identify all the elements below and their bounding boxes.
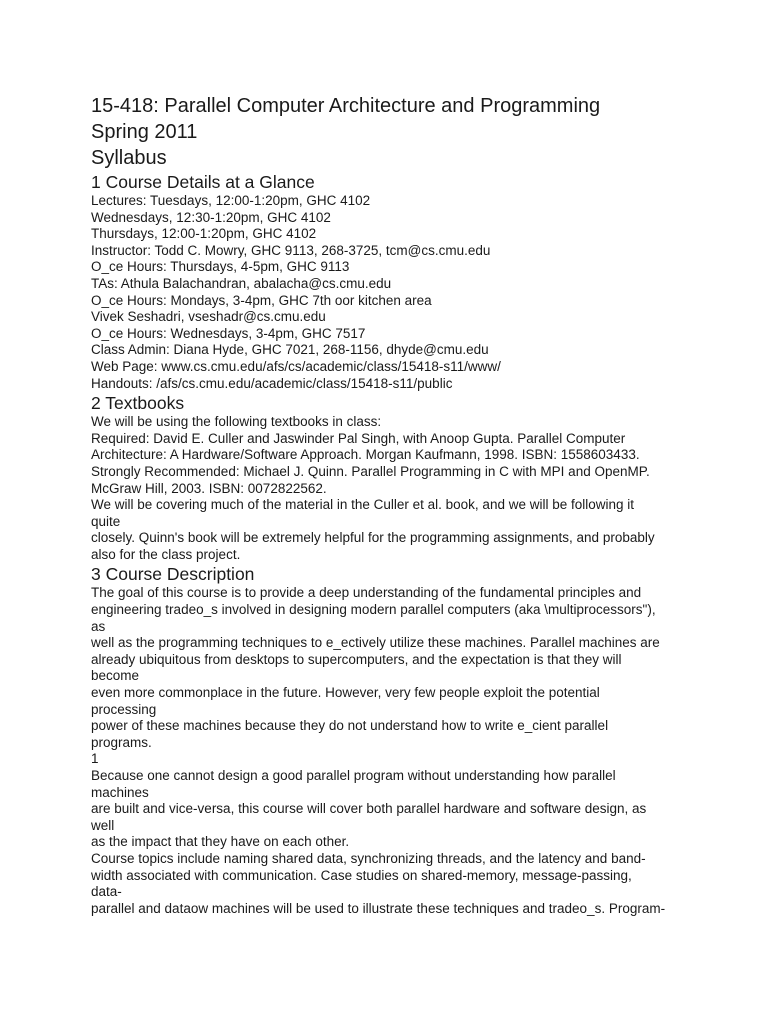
course-title: 15-418: Parallel Computer Architecture and Programming: [91, 95, 601, 117]
text-line: Required: David E. Culler and Jaswinder Pal Singh, with Anoop Gupta. Parallel Computer: [91, 430, 626, 446]
text-line: We will be covering much of the material in the Culler et al. book, and we will be following it: [91, 497, 635, 513]
text-line: Thursdays, 12:00-1:20pm, GHC 4102: [91, 226, 317, 242]
section-course-description: [91, 563, 691, 917]
text-line: data-: [91, 884, 122, 900]
text-line: well: [91, 817, 115, 833]
section-textbooks: [91, 392, 691, 563]
text-line: McGraw Hill, 2003. ISBN: 0072822562.: [91, 480, 327, 496]
section-course-details: [91, 171, 691, 392]
text-line: Web Page: www.cs.cmu.edu/afs/cs/academic/class/15418-s11/www/: [91, 358, 501, 374]
document-page: [91, 93, 691, 917]
text-line: quite: [91, 513, 121, 529]
course-term: Spring 2011: [91, 121, 198, 143]
text-line: TAs: Athula Balachandran, abalacha@cs.cmu.edu: [91, 275, 392, 291]
text-line: width associated with communication. Case studies on shared-memory, message-passing,: [91, 867, 632, 883]
text-line: Strongly Recommended: Michael J. Quinn. Parallel Programming in C with MPI and OpenMP.: [91, 463, 650, 479]
text-line: become: [91, 668, 140, 684]
text-line: as: [91, 618, 106, 634]
text-line: Course topics include naming shared data, synchronizing threads, and the latency and band-: [91, 850, 646, 866]
text-line: Class Admin: Diana Hyde, GHC 7021, 268-1156, dhyde@cmu.edu: [91, 342, 489, 358]
section-heading: 2 Textbooks: [91, 393, 185, 414]
text-line: processing: [91, 701, 157, 717]
text-line: as the impact that they have on each other.: [91, 834, 350, 850]
text-line: Because one cannot design a good parallel program without understanding how parallel: [91, 768, 616, 783]
text-line: The goal of this course is to provide a deep understanding of the fundamental principles and: [91, 585, 642, 601]
text-line: already ubiquitous from desktops to supercomputers, and the expectation is that they will: [91, 651, 622, 667]
text-line: Lectures: Tuesdays, 12:00-1:20pm, GHC 4102: [91, 193, 371, 208]
text-line: power of these machines because they do not understand how to write e_cient parallel: [91, 718, 609, 734]
section-body: [91, 414, 691, 563]
text-line: O_ce Hours: Wednesdays, 3-4pm, GHC 7517: [91, 325, 366, 341]
text-line: O_ce Hours: Mondays, 3-4pm, GHC 7th oor kitchen area: [91, 292, 432, 308]
text-line: are built and vice-versa, this course will cover both parallel hardware and software design, as: [91, 801, 647, 817]
text-line: O_ce Hours: Thursdays, 4-5pm, GHC 9113: [91, 259, 350, 275]
text-line: Instructor: Todd C. Mowry, GHC 9113, 268-3725, tcm@cs.cmu.edu: [91, 242, 491, 258]
section-heading: 3 Course Description: [91, 564, 255, 585]
text-line: 1: [91, 751, 99, 767]
text-line: even more commonplace in the future. However, very few people exploit the potential: [91, 685, 600, 701]
document-subtitle: Syllabus: [91, 147, 167, 169]
text-line: machines: [91, 784, 149, 800]
text-line: well as the programming techniques to e_ectively utilize these machines. Parallel machines are: [91, 635, 660, 651]
text-line: Vivek Seshadri, vseshadr@cs.cmu.edu: [91, 309, 326, 325]
text-line: engineering tradeo_s involved in designing modern parallel computers (aka \multiprocessors"),: [91, 602, 656, 618]
text-line: also for the class project.: [91, 546, 241, 562]
text-line: programs.: [91, 734, 152, 750]
text-line: We will be using the following textbooks in class:: [91, 414, 382, 430]
text-line: closely. Quinn's book will be extremely helpful for the programming assignments, and probably: [91, 530, 655, 546]
section-body: [91, 193, 691, 392]
section-heading: 1 Course Details at a Glance: [91, 172, 315, 192]
text-line: Handouts: /afs/cs.cmu.edu/academic/class/15418-s11/public: [91, 375, 453, 391]
text-line: Architecture: A Hardware/Software Approach. Morgan Kaufmann, 1998. ISBN: 1558603433.: [91, 447, 640, 463]
text-line: Wednesdays, 12:30-1:20pm, GHC 4102: [91, 209, 331, 225]
text-line: parallel and dataow machines will be used to illustrate these techniques and tradeo_s. Program-: [91, 900, 666, 916]
section-body: [91, 585, 691, 917]
